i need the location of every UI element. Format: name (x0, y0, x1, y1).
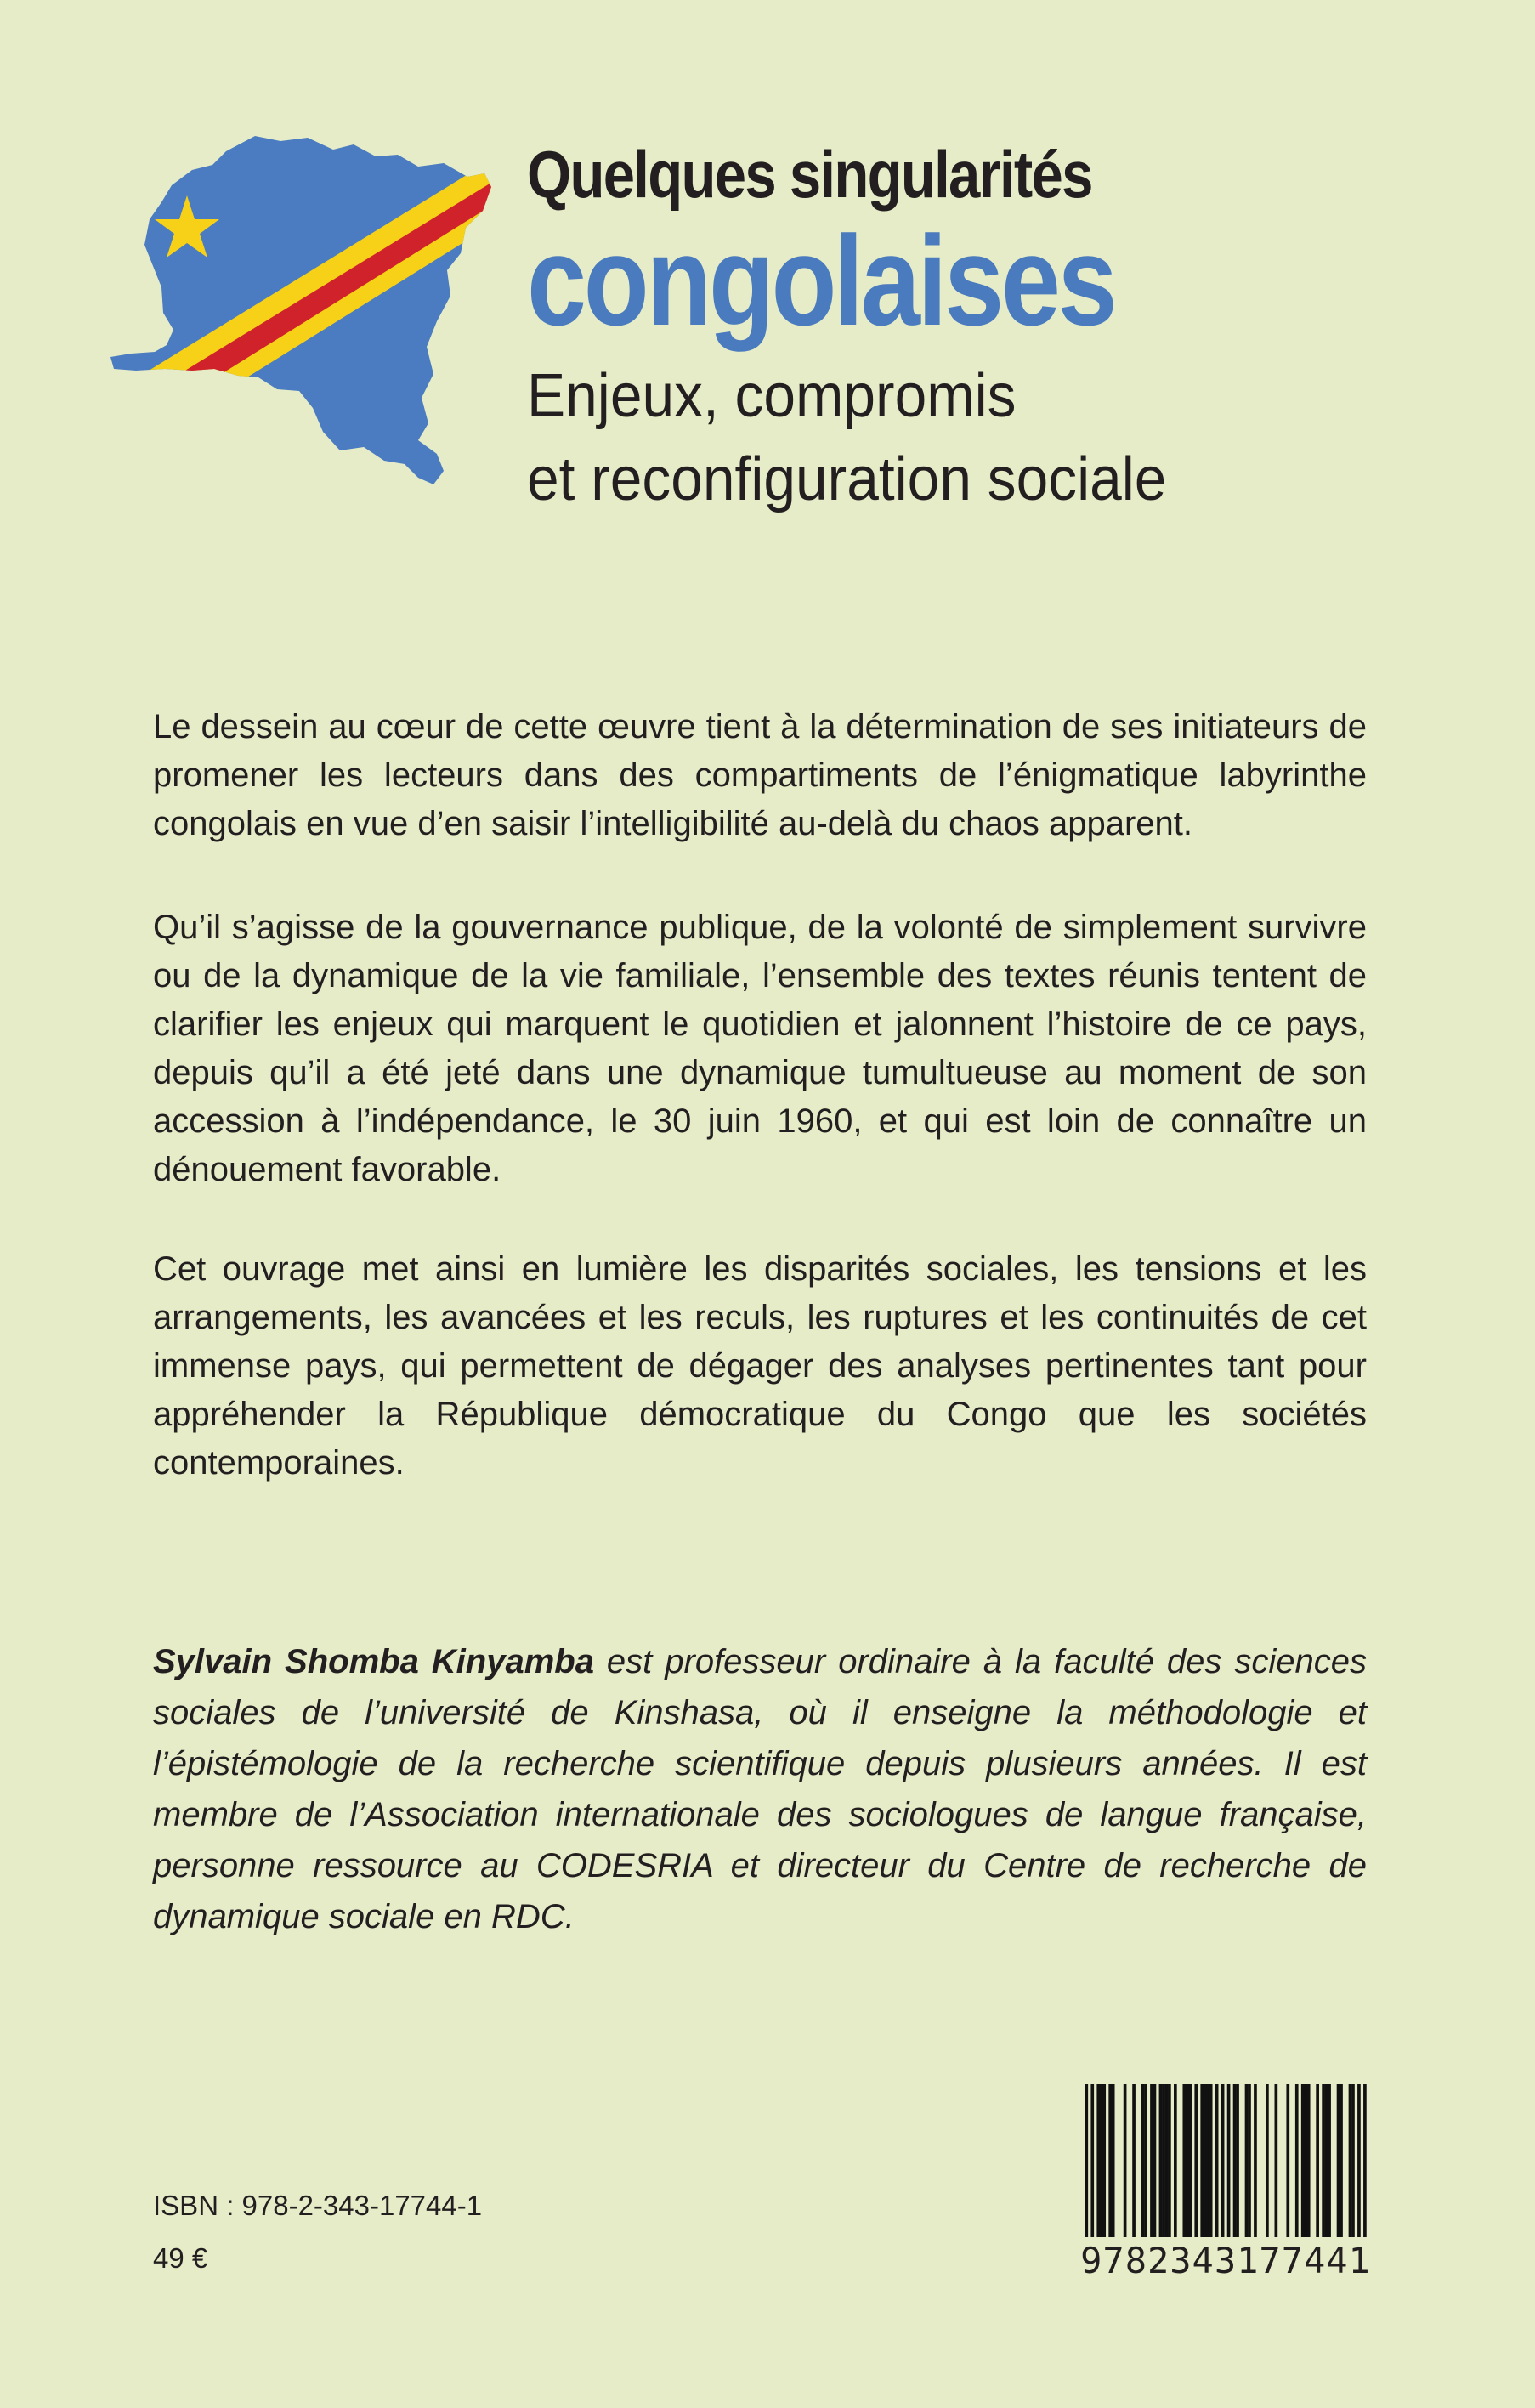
book-title-line2: congolaises (527, 209, 1115, 352)
barcode-digits: 9782343177441 (1076, 2237, 1375, 2285)
barcode-bar (1096, 2084, 1100, 2263)
description-paragraph-3: Cet ouvrage met ainsi en lumière les disparités sociales, les tensions et les arrangements, les avancées et les reculs, les ruptures et les continuités de cet immense pays, qui permettent de dégager des analyses pertinentes tant pour appréhender la République démocratique du Congo que les sociétés contemporaines. (153, 1250, 1367, 1482)
barcode-bar (1188, 2084, 1192, 2263)
barcode-bar (1159, 2084, 1163, 2263)
barcode-bar (1153, 2084, 1157, 2263)
barcode-bar (1150, 2084, 1153, 2263)
barcode-bar (1275, 2084, 1278, 2263)
barcode-bar (1233, 2084, 1237, 2263)
barcode-bar (1340, 2084, 1343, 2263)
barcode-bar (1316, 2084, 1319, 2263)
author-bio-text: est professeur ordinaire à la faculté des sciences sociales de l’université de Kinshasa, où il enseigne la méthodologie et l’épistémologie de la recherche scientifique depuis plusieurs années. Il est membre de l’Association internationale des sociologues de langue française, personne ressource au CODESRIA et directeur du Centre de recherche de dynamique sociale en RDC. (153, 1643, 1367, 1935)
author-bio (153, 1636, 1367, 1942)
barcode-bar (1090, 2084, 1094, 2263)
price: 49 € (153, 2242, 208, 2274)
barcode-bar (1162, 2084, 1165, 2263)
author-name: Sylvain Shomba Kinyamba (153, 1643, 594, 1680)
barcode-bar (1182, 2084, 1186, 2263)
barcode-bar (1221, 2084, 1225, 2263)
barcode-bar (1307, 2084, 1311, 2263)
barcode-bar (1209, 2084, 1213, 2263)
barcode-bar (1102, 2084, 1106, 2263)
barcode-bar (1100, 2084, 1103, 2263)
barcode-bar (1248, 2084, 1251, 2263)
barcode-bar (1286, 2084, 1289, 2263)
isbn: ISBN : 978-2-343-17744-1 (153, 2190, 483, 2221)
barcode (1076, 2084, 1375, 2286)
book-subtitle (527, 354, 1430, 521)
barcode-bar (1245, 2084, 1249, 2263)
barcode-bar (1112, 2084, 1115, 2263)
description-paragraph-2: Qu’il s’agisse de la gouvernance publique, de la volonté de simplement survivre ou de la dynamique de la vie familiale, l’ensemble des textes réunis tentent de clarifier les enjeux qui marquent le quotidien et jalonnent l’histoire de ce pays, depuis qu’il a été jeté dans une dynamique tumultueuse au moment de son accession à l’indépendance, le 30 juin 1960, et qui est loin de connaître un dénouement favorable. (153, 909, 1367, 1188)
barcode-bar (1325, 2084, 1328, 2263)
barcode-bar (1204, 2084, 1207, 2263)
barcode-bar (1215, 2084, 1219, 2263)
barcode-bar (1165, 2084, 1169, 2263)
barcode-bar (1351, 2084, 1355, 2263)
barcode-bar (1304, 2084, 1307, 2263)
barcode-bar (1085, 2084, 1088, 2263)
barcode-bar (1132, 2084, 1136, 2263)
title-block (527, 136, 1487, 521)
barcode-bar (1266, 2084, 1269, 2263)
barcode-bar (1349, 2084, 1352, 2263)
barcode-bar (1108, 2084, 1112, 2263)
book-title-line1: Quelques singularités (527, 137, 1092, 212)
barcode-bar (1322, 2084, 1325, 2263)
barcode-bar (1236, 2084, 1239, 2263)
barcode-bar (1357, 2084, 1361, 2263)
barcode-bar (1168, 2084, 1171, 2263)
barcode-bar (1295, 2084, 1299, 2263)
barcode-bar (1227, 2084, 1231, 2263)
barcode-bar (1206, 2084, 1209, 2263)
barcode-bar (1186, 2084, 1189, 2263)
barcode-bar (1144, 2084, 1147, 2263)
barcode-bars (1076, 2084, 1375, 2263)
barcode-bar (1337, 2084, 1340, 2263)
barcode-bar (1124, 2084, 1127, 2263)
barcode-bar (1200, 2084, 1204, 2263)
barcode-bar (1141, 2084, 1145, 2263)
description-paragraph-1: Le dessein au cœur de cette œuvre tient à la détermination de ses initiateurs de promener les lecteurs dans des compartiments de l’énigmatique labyrinthe congolais en vue d’en saisir l’intelligibilité au-delà du chaos apparent. (153, 708, 1367, 842)
subtitle-line1: Enjeux, compromis (527, 362, 1017, 430)
subtitle-line2: et reconfiguration sociale (527, 445, 1167, 513)
barcode-bar (1174, 2084, 1177, 2263)
barcode-bar (1254, 2084, 1257, 2263)
drc-flag-map-icon (110, 134, 493, 513)
barcode-bar (1301, 2084, 1305, 2263)
barcode-bar (1328, 2084, 1331, 2263)
barcode-bar (1194, 2084, 1198, 2263)
barcode-bar (1363, 2084, 1367, 2263)
